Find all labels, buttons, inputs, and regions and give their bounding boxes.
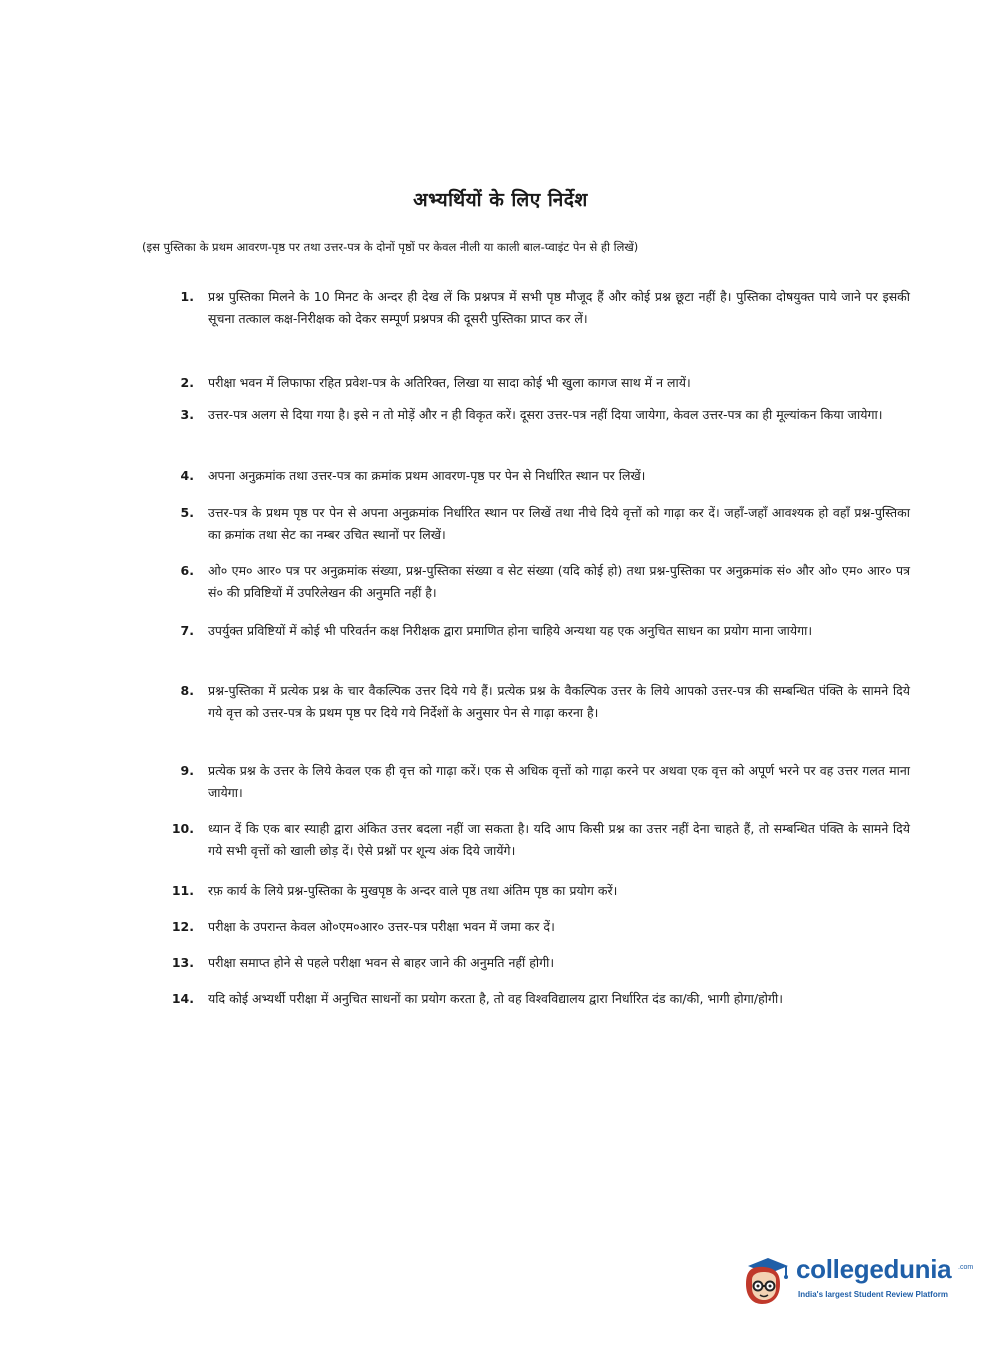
list-item (160, 404, 910, 426)
item-text: परीक्षा भवन में लिफाफा रहित प्रवेश-पत्र के अतिरिक्त, लिखा या सादा कोई भी खुला कागज साथ में न लायें। (208, 375, 691, 390)
item-number: 6. (180, 563, 194, 578)
item-number: 11. (171, 883, 194, 898)
item-text: ध्यान दें कि एक बार स्याही द्वारा अंकित उत्तर बदला नहीं जा सकता है। यदि आप किसी प्रश्न का उत्तर नहीं देना चाहते हैं, तो सम्बन्धित पंक्ति के सामने दिये गये सभी वृत्तों को खाली छोड़ दें। ऐसे प्रश्नों पर शून्य अंक दिये जायेंगे। (208, 821, 910, 858)
list-item (160, 286, 910, 330)
item-text: ओ० एम० आर० पत्र पर अनुक्रमांक संख्या, प्रश्न-पुस्तिका संख्या व सेट संख्या (यदि कोई हो) तथा प्रश्न-पुस्तिका पर अनुक्रमांक सं० और ओ० एम० आर० पत्र सं० की प्रविष्टियों में उपरिलेखन की अनुमति नहीं है। (208, 563, 910, 600)
item-text: प्रत्येक प्रश्न के उत्तर के लिये केवल एक ही वृत्त को गाढ़ा करें। एक से अधिक वृत्तों को गाढ़ा करने पर अथवा एक वृत्त को अपूर्ण भरने पर वह उत्तर गलत माना जायेगा। (208, 763, 910, 800)
list-item (160, 818, 910, 862)
list-item (160, 952, 910, 974)
list-item (160, 916, 910, 938)
item-number: 13. (171, 955, 194, 970)
item-text: यदि कोई अभ्यर्थी परीक्षा में अनुचित साधनों का प्रयोग करता है, तो वह विश्वविद्यालय द्वारा निर्धारित दंड का/की, भागी होगा/होगी। (208, 991, 783, 1006)
item-text: उत्तर-पत्र अलग से दिया गया है। इसे न तो मोड़ें और न ही विकृत करें। दूसरा उत्तर-पत्र नहीं दिया जायेगा, केवल उत्तर-पत्र का ही मूल्यांकन किया जायेगा। (208, 407, 883, 422)
list-item (160, 502, 910, 546)
collegedunia-watermark (742, 1252, 972, 1312)
item-text: प्रश्न-पुस्तिका में प्रत्येक प्रश्न के चार वैकल्पिक उत्तर दिये गये हैं। प्रत्येक प्रश्न के वैकल्पिक उत्तर के लिये आपको उत्तर-पत्र की सम्बन्धित पंक्ति के सामने दिये गये वृत्त को उत्तर-पत्र के प्रथम पृष्ठ पर दिये गये निर्देशों के अनुसार पेन से गाढ़ा करना है। (208, 683, 910, 720)
list-item (160, 372, 910, 394)
item-number: 1. (180, 289, 194, 304)
brand-tagline: India's largest Student Review Platform (798, 1290, 948, 1299)
list-item (160, 880, 910, 902)
brand-name: collegedunia (796, 1254, 952, 1284)
list-item (160, 560, 910, 604)
student-mascot-icon (742, 1254, 790, 1306)
item-number: 3. (180, 407, 194, 422)
item-number: 14. (171, 991, 194, 1006)
list-item (160, 465, 910, 487)
item-number: 9. (180, 763, 194, 778)
item-number: 7. (180, 623, 194, 638)
item-text: प्रश्न पुस्तिका मिलने के 10 मिनट के अन्दर ही देख लें कि प्रश्नपत्र में सभी पृष्ठ मौजूद हैं और कोई प्रश्न छूटा नहीं है। पुस्तिका दोषयुक्त पाये जाने पर इसकी सूचना तत्काल कक्ष-निरीक्षक को देकर सम्पूर्ण प्रश्नपत्र की दूसरी पुस्तिका प्राप्त कर लें। (208, 289, 910, 326)
item-text: उपर्युक्त प्रविष्टियों में कोई भी परिवर्तन कक्ष निरीक्षक द्वारा प्रमाणित होना चाहिये अन्यथा यह एक अनुचित साधन का प्रयोग माना जायेगा। (208, 623, 813, 638)
item-number: 4. (180, 468, 194, 483)
list-item (160, 680, 910, 724)
item-text: उत्तर-पत्र के प्रथम पृष्ठ पर पेन से अपना अनुक्रमांक निर्धारित स्थान पर लिखें तथा नीचे दिये वृत्तों को गाढ़ा कर दें। जहाँ-जहाँ आवश्यक हो वहाँ प्रश्न-पुस्तिका का क्रमांक तथा सेट का नम्बर उचित स्थानों पर लिखें। (208, 505, 910, 542)
item-number: 2. (180, 375, 194, 390)
item-text: परीक्षा के उपरान्त केवल ओ०एम०आर० उत्तर-पत्र परीक्षा भवन में जमा कर दें। (208, 919, 555, 934)
item-number: 8. (180, 683, 194, 698)
page-title: अभ्यर्थियों के लिए निर्देश (413, 189, 588, 211)
item-number: 10. (171, 821, 194, 836)
brand-suffix: .com (958, 1264, 974, 1271)
page-subtitle: (इस पुस्तिका के प्रथम आवरण-पृष्ठ पर तथा उत्तर-पत्र के दोनों पृष्ठों पर केवल नीली या काली बाल-प्वाइंट पेन से ही लिखें) (142, 240, 639, 254)
list-item (160, 988, 910, 1010)
item-text: परीक्षा समाप्त होने से पहले परीक्षा भवन से बाहर जाने की अनुमति नहीं होगी। (208, 955, 555, 970)
item-number: 5. (180, 505, 194, 520)
list-item (160, 760, 910, 804)
item-text: रफ़ कार्य के लिये प्रश्न-पुस्तिका के मुखपृष्ठ के अन्दर वाले पृष्ठ तथा अंतिम पृष्ठ का प्रयोग करें। (208, 883, 618, 898)
list-item (160, 620, 910, 642)
item-number: 12. (171, 919, 194, 934)
item-text: अपना अनुक्रमांक तथा उत्तर-पत्र का क्रमांक प्रथम आवरण-पृष्ठ पर पेन से निर्धारित स्थान पर लिखें। (208, 468, 646, 483)
